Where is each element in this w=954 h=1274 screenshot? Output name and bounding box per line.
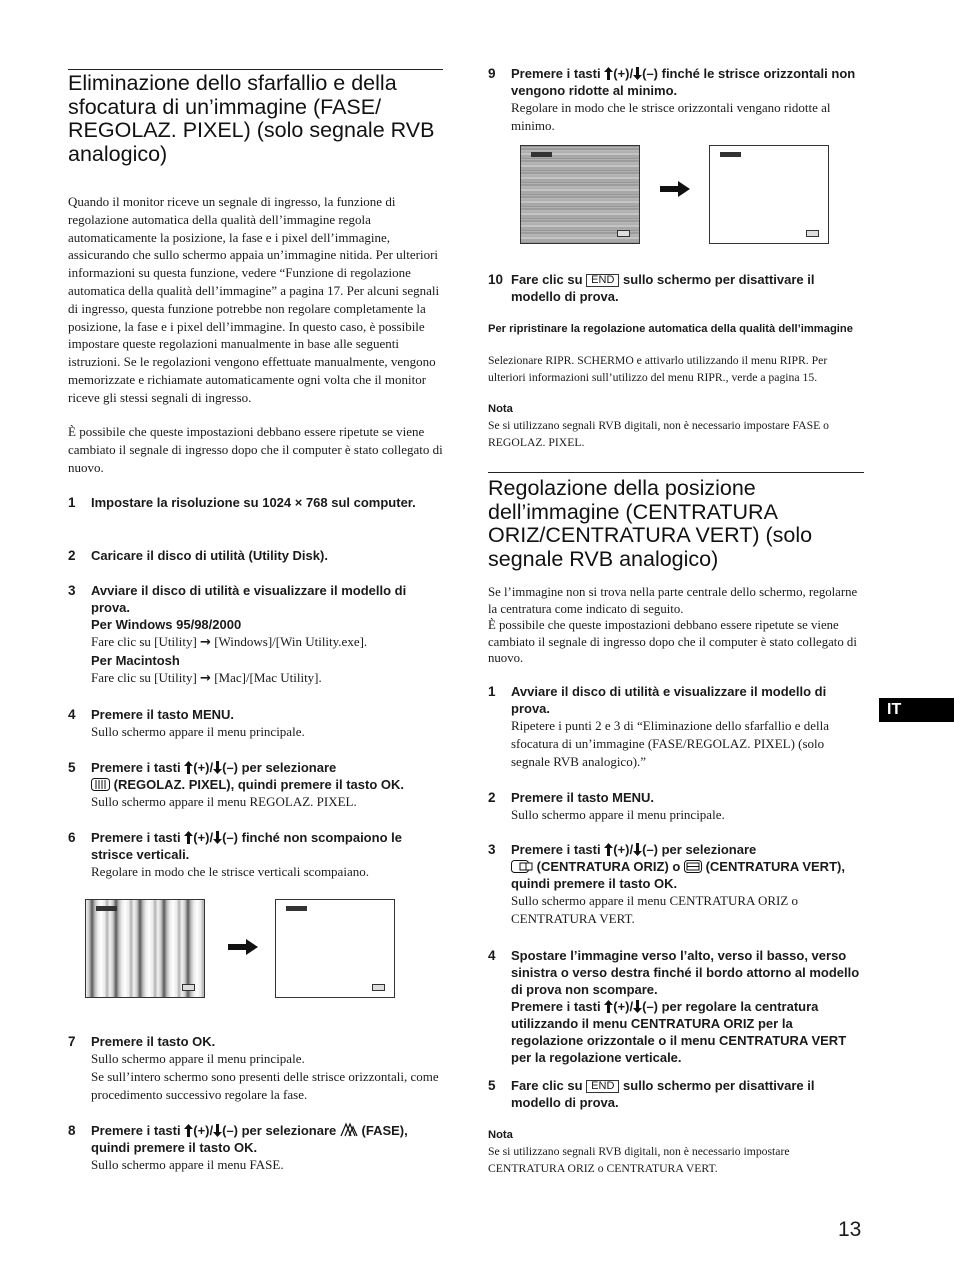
right-arrow-icon: → — [200, 670, 211, 686]
step-heading: Caricare il disco di utilità (Utility Disk). — [91, 548, 328, 563]
step-text: Regolare in modo che le strisce orizzontali vengano ridotte al minimo. — [511, 100, 831, 133]
step-text: Regolare in modo che le strisce verticali scompaiano. — [91, 864, 369, 879]
end-button-thumbnail — [806, 230, 819, 237]
step-heading: Premere il tasto MENU. — [91, 707, 235, 722]
end-button-thumbnail — [372, 984, 385, 991]
step-number: 5 — [488, 1078, 496, 1093]
step-heading: Premere i tasti (+)/ (–) per selezionare (CENTRATURA ORIZ) o (CENTRATURA VERT), quindi premere il tasto OK. — [511, 842, 845, 891]
menu-tab — [531, 152, 552, 157]
up-arrow-icon — [184, 1124, 193, 1137]
step-number: 2 — [68, 548, 76, 563]
end-button-label: END — [586, 1080, 619, 1093]
step-text: Sullo schermo appare il menu FASE. — [91, 1157, 284, 1172]
down-arrow-icon — [213, 1124, 222, 1137]
intro2-paragraph: Se l’immagine non si trova nella parte centrale dello schermo, regolarne la centratura come indicato di seguito. — [488, 585, 858, 616]
horizontal-stripes-screen — [520, 145, 640, 244]
right-arrow-icon: → — [200, 635, 211, 650]
section-title-2: Regolazione della posizione dell’immagine (CENTRATURA ORIZ/CENTRATURA VERT) (solo segnale RVB analogico) — [488, 476, 813, 571]
step-heading: Premere i tasti (+)/ (–) finché non scompaiono le strisce verticali. — [91, 830, 402, 862]
pixel-adjust-icon — [91, 778, 110, 791]
intro-paragraph: Quando il monitor riceve un segnale di ingresso, la funzione di regolazione automatica della qualità dell’immagine regola automaticamente la posizione, la fase e i pixel dell’immagine, assicurando che sullo schermo appaia un’immagine nitida. Per ulteriori informazioni su questa funzione, vedere “Funzione di regolazione automatica della qualità dell’immagine” a pagina 17. Per alcuni segnali di ingresso, questa funzione potrebbe non regolare completamente la posizione, la fase e i pixel dell’immagine. In questo caso, è possibile impostare queste regolazioni manualmente in base alle seguenti istruzioni. Se le regolazioni vengono effettuate manualmente, vengono memorizzate e richiamate automaticamente ogni volta che il monitor riceve gli stessi segnali di ingresso. — [68, 194, 440, 405]
down-arrow-icon — [633, 843, 642, 856]
step-number: 5 — [68, 760, 76, 775]
end-button-thumbnail — [182, 984, 195, 991]
down-arrow-icon — [633, 1000, 642, 1013]
end-button-thumbnail — [617, 230, 630, 237]
step-text: Sullo schermo appare il menu principale. — [91, 1051, 305, 1066]
step-number: 10 — [488, 272, 504, 287]
step-heading: Avviare il disco di utilità e visualizzare il modello di prova. — [91, 583, 407, 615]
menu-tab — [720, 152, 741, 157]
down-arrow-icon — [633, 67, 642, 80]
step-heading: Fare clic su END sullo schermo per disattivare il modello di prova. — [511, 272, 815, 304]
v-center-icon — [684, 860, 702, 873]
restore-text: Selezionare RIPR. SCHERMO e attivarlo utilizzando il menu RIPR. Per ulteriori informazioni sull’utilizzo del menu RIPR., verde a pagina 15. — [488, 354, 828, 384]
phase-icon — [340, 1122, 358, 1137]
up-arrow-icon — [184, 761, 193, 774]
step-heading-2: Premere i tasti (+)/ (–) per regolare la centratura utilizzando il menu CENTRATURA ORIZ per la regolazione orizzontale o il menu CENTRATURA VERT per la regolazione verticale. — [511, 999, 847, 1065]
step-number: 7 — [68, 1034, 76, 1049]
step-number: 1 — [68, 495, 76, 510]
language-tab: IT — [879, 698, 954, 722]
right-arrow-icon — [660, 181, 690, 197]
right-arrow-icon — [228, 939, 258, 955]
section-title: Eliminazione dello sfarfallio e della sfocatura di un’immagine (FASE/ REGOLAZ. PIXEL) (solo segnale RVB analogico) — [68, 71, 435, 166]
step-heading: Premere il tasto MENU. — [511, 790, 655, 805]
step-text-2: Se sull’intero schermo sono presenti delle strisce orizzontali, come procedimento successivo regolare la fase. — [91, 1068, 439, 1102]
step-heading: Fare clic su END sullo schermo per disattivare il modello di prova. — [511, 1078, 815, 1110]
step-number: 4 — [488, 948, 496, 963]
step-heading: Spostare l’immagine verso l’alto, verso il basso, verso sinistra o verso destra finché il bordo attorno al modello di prova non scompare. — [511, 948, 860, 997]
step-text: Ripetere i punti 2 e 3 di “Eliminazione dello sfarfallio e della sfocatura di un’immagine (FASE/REGOLAZ. PIXEL) (solo segnale RVB analogico).” — [511, 718, 830, 769]
step-heading: Premere il tasto OK. — [91, 1034, 216, 1049]
step-text: Sullo schermo appare il menu CENTRATURA ORIZ o CENTRATURA VERT. — [511, 893, 799, 926]
intro-paragraph-2: È possibile che queste impostazioni debbano essere ripetute se viene cambiato il segnale di ingresso dopo che il computer è stato collegato di nuovo. — [68, 424, 443, 475]
step-number: 1 — [488, 684, 496, 699]
step-text: Sullo schermo appare il menu REGOLAZ. PIXEL. — [91, 794, 357, 809]
step-heading: Premere i tasti (+)/ (–) per selezionare (REGOLAZ. PIXEL), quindi premere il tasto OK. — [91, 760, 404, 792]
step-number: 3 — [488, 842, 496, 857]
up-arrow-icon — [184, 831, 193, 844]
up-arrow-icon — [604, 67, 613, 80]
section-rule — [488, 472, 864, 473]
mac-subheading: Per Macintosh — [91, 652, 180, 668]
up-arrow-icon — [604, 1000, 613, 1013]
note-heading-2: Nota — [488, 1129, 513, 1141]
note-text: Se si utilizzano segnali RVB digitali, non è necessario impostare FASE o REGOLAZ. PIXEL. — [488, 419, 829, 449]
step-heading: Premere i tasti (+)/ (–) finché le strisce orizzontali non vengono ridotte al minimo. — [511, 66, 856, 98]
step-number: 2 — [488, 790, 496, 805]
down-arrow-icon — [213, 831, 222, 844]
step-heading: Impostare la risoluzione su 1024 × 768 sul computer. — [91, 495, 416, 510]
note-text-2: Se si utilizzano segnali RVB digitali, non è necessario impostare CENTRATURA ORIZ o CENTRATURA VERT. — [488, 1145, 790, 1175]
note-heading: Nota — [488, 403, 513, 415]
windows-subheading: Per Windows 95/98/2000 — [91, 617, 242, 632]
h-center-icon — [511, 860, 533, 873]
clean-screen — [275, 899, 395, 998]
step-text: Sullo schermo appare il menu principale. — [511, 807, 725, 822]
step-number: 6 — [68, 830, 76, 845]
section-rule — [68, 69, 443, 70]
step-heading: Premere i tasti (+)/ (–) per selezionare (FASE), quindi premere il tasto OK. — [91, 1123, 408, 1155]
up-arrow-icon — [604, 843, 613, 856]
menu-tab — [286, 906, 307, 911]
clean-screen — [709, 145, 829, 244]
mac-instruction: Fare clic su [Utility] → [Mac]/[Mac Utility]. — [91, 669, 322, 686]
menu-tab — [96, 906, 117, 911]
down-arrow-icon — [213, 761, 222, 774]
step-number: 9 — [488, 66, 496, 81]
page-number: 13 — [838, 1218, 862, 1241]
step-text: Sullo schermo appare il menu principale. — [91, 724, 305, 739]
step-number: 3 — [68, 583, 76, 598]
end-button-label: END — [586, 274, 619, 287]
step-number: 4 — [68, 707, 76, 722]
intro2-paragraph-2: È possibile che queste impostazioni debbano essere ripetute se viene cambiato il segnale di ingresso dopo che il computer è stato collegato di nuovo. — [488, 618, 857, 665]
windows-instruction: Fare clic su [Utility] → [Windows]/[Win Utility.exe]. — [91, 634, 368, 650]
restore-heading: Per ripristinare la regolazione automatica della qualità dell’immagine — [488, 323, 853, 335]
step-heading: Avviare il disco di utilità e visualizzare il modello di prova. — [511, 684, 827, 716]
step-number: 8 — [68, 1123, 76, 1138]
vertical-stripes-screen — [85, 899, 205, 998]
